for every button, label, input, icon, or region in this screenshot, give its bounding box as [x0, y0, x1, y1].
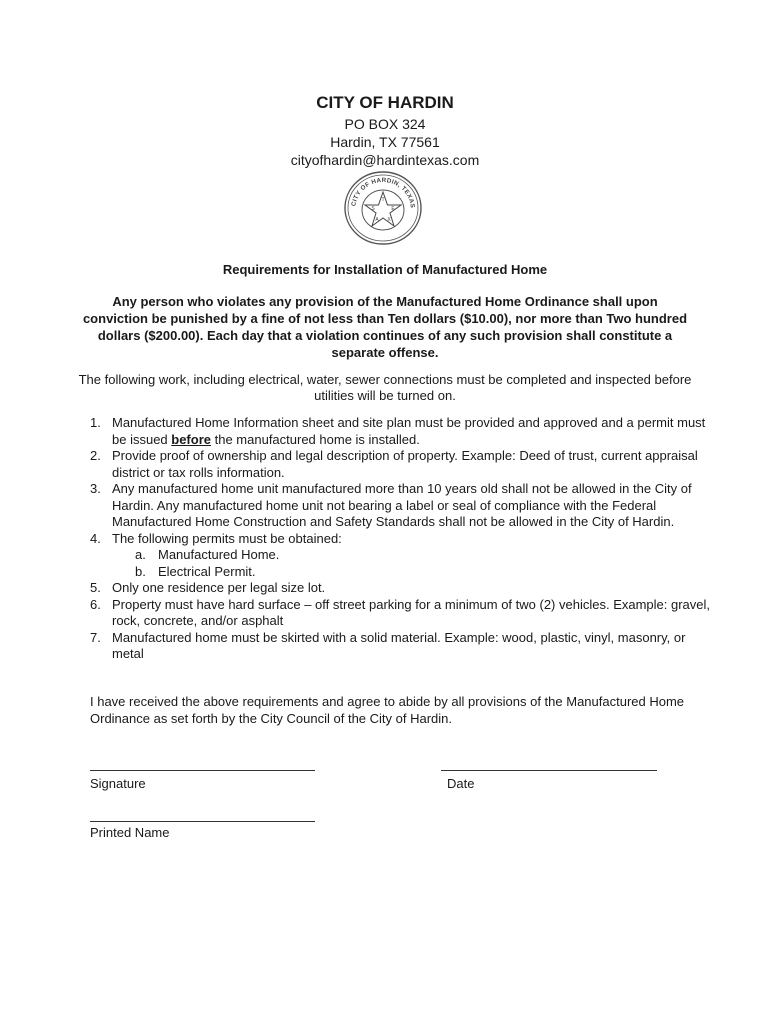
date-label: Date [447, 776, 475, 791]
requirements-list [90, 415, 710, 663]
sub-list-item-text: Manufactured Home. [158, 547, 280, 562]
address-po-box: PO BOX 324 [344, 116, 426, 132]
sub-list-item-text: Electrical Permit. [158, 563, 256, 579]
list-item-number: 4. [90, 530, 101, 546]
list-item-number: 3. [90, 481, 101, 496]
list-item-text: Only one residence per legal size lot. [112, 580, 326, 595]
list-item-text-part: Manufactured Home Information sheet and site plan must be provided and approved and a permit must be issued [112, 415, 706, 447]
list-item [90, 481, 710, 531]
printed-name-line[interactable] [90, 821, 315, 822]
svg-text:CITY OF HARDIN, TEXAS 77561: CITY OF HARDIN, TEXAS [350, 176, 416, 209]
list-item [90, 580, 710, 597]
svg-text:S: S [371, 206, 375, 212]
sub-list-item [90, 564, 710, 581]
city-title: CITY OF HARDIN [316, 93, 454, 112]
list-item [90, 597, 710, 630]
list-item-text: Property must have hard surface – off street parking for a minimum of two (2) vehicles. Example: gravel, rock, concrete, and/or asphalt [112, 596, 711, 628]
list-item-text: Provide proof of ownership and legal description of property. Example: Deed of trust, current appraisal district or tax rolls information. [112, 448, 698, 480]
list-item-text-part: the manufactured home is installed. [211, 431, 420, 447]
sub-list-item-letter: a. [135, 547, 146, 562]
intro-paragraph: The following work, including electrical, water, sewer connections must be completed and inspected before utilities will be turned on. [78, 372, 692, 403]
city-seal-icon [343, 170, 423, 246]
date-line[interactable] [441, 770, 657, 771]
requirements-title: Requirements for Installation of Manufactured Home [222, 262, 548, 277]
svg-text:T: T [381, 197, 385, 203]
list-item-text: Manufactured home must be skirted with a solid material. Example: wood, plastic, vinyl, masonry, or metal [112, 629, 686, 661]
email-address: cityofhardin@hardintexas.com [290, 152, 480, 168]
sub-list-item-letter: b. [135, 563, 146, 579]
sub-list-item [90, 547, 710, 564]
svg-text:E: E [391, 206, 395, 212]
address-city-state: Hardin, TX 77561 [330, 134, 440, 150]
penalty-notice: Any person who violates any provision of the Manufactured Home Ordinance shall upon conviction be punished by a fine of not less than Ten dollars ($10.00), nor more than Two hundred dollars ($200.00). Each day that a violation continues of any such provision shall constitute a separate offense. [82, 294, 688, 360]
svg-text:A: A [375, 217, 379, 223]
list-item-number: 2. [90, 448, 101, 463]
list-item [90, 415, 710, 448]
signature-label: Signature [90, 776, 146, 791]
agreement-statement: I have received the above requirements and agree to abide by all provisions of the Manufactured Home Ordinance as set forth by the City Council of the City of Hardin. [90, 694, 685, 726]
list-item-number: 7. [90, 629, 101, 645]
list-item [90, 630, 710, 663]
list-item-number: 1. [90, 415, 101, 430]
list-item-text: The following permits must be obtained: [112, 530, 342, 546]
list-item-text [112, 415, 710, 448]
list-item-number: 5. [90, 580, 101, 595]
list-item [90, 448, 710, 481]
svg-text:X: X [387, 217, 391, 223]
printed-name-label: Printed Name [90, 825, 170, 840]
list-item-text: Any manufactured home unit manufactured more than 10 years old shall not be allowed in the City of Hardin. Any manufactured home unit not bearing a label or seal of compliance with the Federal Manufactured Home Construction and Safety Standards shall not be allowed in the City of Hardin. [112, 481, 692, 529]
list-item-number: 6. [90, 596, 101, 612]
signature-line[interactable] [90, 770, 315, 771]
list-item [90, 531, 710, 548]
emphasis-before: before [171, 431, 211, 447]
